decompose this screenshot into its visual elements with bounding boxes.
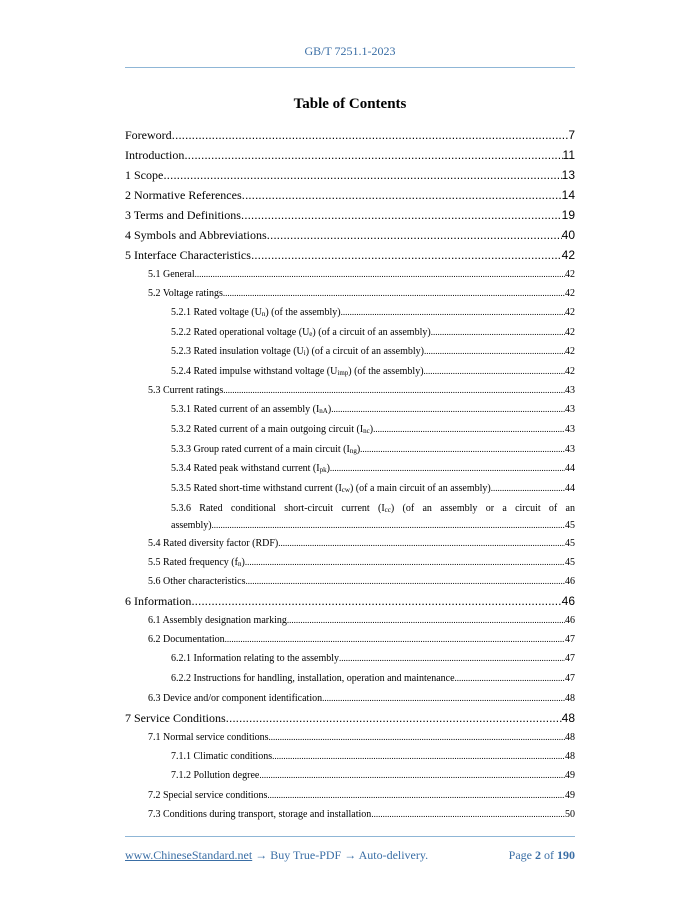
toc-entry-text bbox=[125, 125, 172, 145]
toc-leader-dots bbox=[245, 572, 565, 591]
toc-entry-text bbox=[171, 669, 455, 689]
toc-page-number: 19 bbox=[561, 208, 575, 222]
current-page-number: 2 bbox=[535, 848, 541, 862]
toc-entry-text bbox=[171, 400, 331, 420]
header-rule bbox=[125, 67, 575, 68]
toc-page-number: 46 bbox=[565, 615, 575, 627]
toc-page-number: 42 bbox=[565, 326, 575, 338]
toc-entry-subscript: ng bbox=[349, 446, 357, 455]
toc-entry-text-part: Introduction bbox=[125, 148, 185, 162]
toc-entry-text bbox=[148, 805, 371, 824]
document-id-header: GB/T 7251.1-2023 bbox=[304, 44, 396, 58]
toc-leader-dots bbox=[455, 669, 565, 689]
toc-entry-text-part: 5.2.1 Rated voltage (U bbox=[171, 307, 262, 318]
toc-entry-text bbox=[125, 165, 163, 185]
toc-entry-text bbox=[148, 553, 245, 572]
toc-leader-dots bbox=[278, 534, 565, 553]
page-title: Table of Contents bbox=[293, 96, 407, 112]
toc-entry-subscript: n bbox=[237, 560, 242, 569]
toc-entry[interactable] bbox=[148, 553, 575, 572]
toc-entry[interactable] bbox=[171, 440, 575, 460]
toc-entry-text-part: 5.3.1 Rated current of an assembly (I bbox=[171, 404, 320, 416]
website-link[interactable]: www.ChineseStandard.net bbox=[125, 848, 253, 862]
toc-leader-dots bbox=[371, 805, 565, 824]
toc-entry-text bbox=[125, 245, 251, 265]
toc-leader-dots bbox=[341, 303, 565, 323]
toc-entry[interactable] bbox=[148, 611, 575, 630]
toc-entry[interactable] bbox=[171, 500, 575, 534]
of-label: of bbox=[544, 848, 554, 862]
toc-entry[interactable] bbox=[171, 766, 575, 786]
toc-entry[interactable] bbox=[171, 323, 575, 343]
toc-entry-text-part: 7.1.1 Climatic conditions bbox=[171, 750, 273, 762]
toc-page-number: 50 bbox=[565, 808, 575, 820]
toc-leader-dots bbox=[195, 265, 565, 284]
toc-entry-text-part: 5.3.5 Rated short-time withstand current (I bbox=[171, 482, 342, 494]
toc-entry-text-part: 6.2 Documentation bbox=[148, 634, 225, 646]
toc-leader-dots bbox=[225, 630, 565, 649]
toc-entry-text bbox=[148, 534, 278, 553]
toc-entry-text-part: 5.6 Other characteristics bbox=[148, 576, 246, 588]
toc-page-number: 40 bbox=[561, 228, 575, 242]
toc-leader-dots bbox=[431, 323, 565, 343]
toc-entry-text bbox=[171, 440, 360, 460]
toc-entry-text bbox=[148, 265, 195, 284]
toc-page-number: 14 bbox=[561, 188, 575, 202]
toc-page-number: 46 bbox=[561, 594, 575, 609]
toc-page-number: 42 bbox=[565, 346, 575, 358]
toc-entry[interactable] bbox=[125, 145, 575, 165]
toc-entry[interactable] bbox=[148, 572, 575, 591]
toc-page-number: 47 bbox=[565, 672, 575, 684]
toc-entry[interactable] bbox=[171, 669, 575, 689]
footer-tagline: → Buy True-PDF → Auto-delivery. bbox=[252, 848, 429, 862]
toc-entry-text-part: 6.1 Assembly designation marking bbox=[148, 615, 287, 627]
toc-entry-text-part: ) bbox=[327, 404, 332, 416]
toc-entry[interactable] bbox=[125, 205, 575, 225]
toc-entry-text-part: 5.2 Voltage ratings bbox=[148, 288, 223, 299]
toc-entry-text-part: assembly) bbox=[171, 520, 212, 532]
toc-leader-dots bbox=[245, 553, 565, 572]
toc-page-number: 43 bbox=[565, 443, 575, 455]
toc-entry-text-part: 5.3.2 Rated current of a main outgoing circuit (I bbox=[171, 423, 364, 435]
toc-entry-subscript: cw bbox=[341, 485, 350, 494]
toc-entry-text-part: 4 Symbols and Abbreviations bbox=[125, 228, 267, 242]
toc-entry[interactable] bbox=[148, 265, 575, 284]
toc-entry-text-part: ) (of a main circuit of an assembly) bbox=[349, 482, 491, 494]
toc-entry-text bbox=[148, 689, 322, 708]
toc-leader-dots bbox=[424, 342, 565, 362]
toc-entry-text-part: 5.1 General bbox=[148, 269, 195, 280]
toc-leader-dots bbox=[330, 459, 565, 479]
toc-entry-text-part: 7.3 Conditions during transport, storage and installation bbox=[148, 808, 372, 820]
toc-entry[interactable] bbox=[148, 786, 575, 805]
toc-leader-dots bbox=[191, 591, 561, 611]
toc-page-number: 42 bbox=[565, 269, 575, 280]
toc-entry-text bbox=[148, 572, 245, 591]
toc-entry[interactable] bbox=[125, 125, 575, 145]
toc-entry[interactable] bbox=[125, 245, 575, 265]
toc-leader-dots bbox=[322, 689, 565, 708]
toc-entry-text bbox=[125, 145, 184, 165]
toc-leader-dots bbox=[287, 611, 565, 630]
toc-page-number: 48 bbox=[565, 731, 575, 743]
toc-leader-dots bbox=[212, 517, 565, 534]
total-pages: 190 bbox=[557, 848, 575, 862]
toc-entry-text-part: 5 Interface Characteristics bbox=[125, 248, 251, 262]
toc-leader-dots bbox=[267, 225, 562, 245]
toc-entry-text-part: ) bbox=[356, 443, 361, 455]
toc-page-number: 43 bbox=[565, 423, 575, 435]
toc-entry-text bbox=[148, 381, 223, 400]
toc-entry-text-part: 6 Information bbox=[125, 594, 192, 609]
toc-leader-dots bbox=[267, 786, 565, 805]
toc-entry-text bbox=[125, 205, 241, 225]
toc-entry-text-part: ) bbox=[241, 557, 245, 569]
toc-page-number: 7 bbox=[568, 128, 575, 142]
toc-entry-text bbox=[125, 185, 242, 205]
toc-page-number: 49 bbox=[565, 789, 575, 801]
toc-entry-text-part: ) (of an assembly or a circuit of an bbox=[390, 503, 575, 515]
toc-entry-text bbox=[171, 323, 431, 343]
toc-entry[interactable] bbox=[148, 284, 575, 303]
toc-entry[interactable] bbox=[171, 303, 575, 323]
toc-leader-dots bbox=[491, 479, 565, 499]
toc-leader-dots bbox=[360, 440, 565, 460]
toc-entry-text-part: 7 Service Conditions bbox=[125, 710, 226, 725]
toc-leader-dots bbox=[184, 145, 562, 165]
toc-entry-subscript: e bbox=[309, 329, 313, 338]
toc-page-number: 45 bbox=[565, 538, 575, 550]
toc-entry-text bbox=[171, 342, 424, 362]
toc-entry-text-part: 1 Scope bbox=[125, 168, 164, 182]
page-label: Page bbox=[508, 848, 532, 862]
toc-entry-text bbox=[171, 362, 424, 382]
toc-entry-subscript: imp bbox=[337, 368, 349, 377]
toc-entry-text bbox=[148, 728, 269, 747]
toc-entry-text-part: 2 Normative References bbox=[125, 188, 242, 202]
toc-entry[interactable] bbox=[148, 728, 575, 747]
toc-page-number: 47 bbox=[565, 653, 575, 665]
toc-entry-text-part: ) (of the assembly) bbox=[265, 307, 341, 318]
toc-page-number: 44 bbox=[565, 463, 575, 475]
toc-entry-text bbox=[171, 479, 491, 499]
toc-entry[interactable] bbox=[148, 805, 575, 824]
toc-page-number: 48 bbox=[565, 692, 575, 704]
toc-entry-text-part: 5.3 Current ratings bbox=[148, 385, 224, 397]
toc-leader-dots bbox=[331, 400, 565, 420]
toc-entry-text bbox=[171, 303, 341, 323]
toc-page-number: 46 bbox=[565, 576, 575, 588]
toc-entry[interactable] bbox=[171, 649, 575, 669]
toc-entry-text bbox=[171, 766, 259, 786]
toc-entry-text bbox=[171, 420, 373, 440]
toc-page-number: 48 bbox=[565, 750, 575, 762]
toc-entry-text bbox=[125, 591, 191, 611]
toc-page-number: 43 bbox=[565, 385, 575, 397]
toc-entry-text bbox=[171, 649, 339, 669]
toc-entry[interactable] bbox=[148, 534, 575, 553]
toc-page-number: 42 bbox=[565, 307, 575, 318]
toc-leader-dots bbox=[424, 362, 565, 382]
toc-entry-text-part: 5.5 Rated frequency (f bbox=[148, 557, 238, 569]
toc-leader-dots bbox=[223, 284, 565, 303]
toc-entry-text-part: 6.2.2 Instructions for handling, installation, operation and maintenance bbox=[171, 672, 455, 684]
toc-leader-dots bbox=[163, 165, 561, 185]
toc-entry-text-part: 5.3.4 Rated peak withstand current (I bbox=[171, 463, 320, 475]
toc-entry-text bbox=[171, 747, 272, 767]
toc-leader-dots bbox=[251, 245, 562, 265]
footer-promo bbox=[125, 848, 428, 863]
toc-entry-text bbox=[148, 630, 225, 649]
toc-entry[interactable] bbox=[125, 185, 575, 205]
toc-page-number: 47 bbox=[565, 634, 575, 646]
toc-entry-text bbox=[125, 225, 267, 245]
toc-entry-text-part: Foreword bbox=[125, 128, 172, 142]
toc-entry-subscript: cc bbox=[384, 506, 391, 515]
toc-leader-dots bbox=[269, 728, 565, 747]
toc-entry[interactable] bbox=[125, 165, 575, 185]
toc-entry-text-part: 3 Terms and Definitions bbox=[125, 208, 241, 222]
toc-page-number: 45 bbox=[565, 520, 575, 532]
toc-leader-dots bbox=[172, 125, 569, 145]
toc-entry-text-part: 5.2.4 Rated impulse withstand voltage (U bbox=[171, 365, 338, 377]
toc-entry-subscript: n bbox=[261, 310, 266, 318]
toc-entry-text-part: 7.2 Special service conditions bbox=[148, 789, 268, 801]
toc-entry-text bbox=[171, 459, 330, 479]
toc-leader-dots bbox=[373, 420, 565, 440]
toc-entry-text bbox=[148, 611, 287, 630]
toc-entry[interactable] bbox=[171, 400, 575, 420]
toc-leader-dots bbox=[226, 708, 562, 728]
toc-page-number: 45 bbox=[565, 557, 575, 569]
toc-entry-text-part: 5.4 Rated diversity factor (RDF) bbox=[148, 538, 279, 550]
toc-page-number: 42 bbox=[565, 288, 575, 299]
toc-entry-text-part: ) (of a circuit of an assembly) bbox=[305, 346, 425, 358]
page-counter bbox=[509, 848, 575, 863]
toc-leader-dots bbox=[241, 205, 562, 225]
toc-entry-text-part: 5.3.6 Rated conditional short-circuit current (I bbox=[171, 503, 385, 515]
toc-entry-text-part: ) (of a circuit of an assembly) bbox=[312, 326, 431, 338]
toc-leader-dots bbox=[259, 766, 565, 786]
toc-entry-text bbox=[171, 500, 575, 517]
toc-entry-subscript: nA bbox=[319, 407, 328, 416]
toc-entry-subscript: i bbox=[303, 349, 306, 358]
toc-page-number: 44 bbox=[565, 482, 575, 494]
toc-entry-text-part: 5.3.3 Group rated current of a main circuit (I bbox=[171, 443, 350, 455]
toc-entry[interactable] bbox=[148, 689, 575, 708]
toc-entry[interactable] bbox=[171, 362, 575, 382]
footer-rule bbox=[125, 836, 575, 837]
toc-entry[interactable] bbox=[125, 591, 575, 611]
toc-entry[interactable] bbox=[171, 479, 575, 499]
toc-page-number: 42 bbox=[561, 248, 575, 262]
toc-entry-text bbox=[125, 708, 226, 728]
toc-entry-text-part: 6.2.1 Information relating to the assembly bbox=[171, 653, 340, 665]
toc-leader-dots bbox=[242, 185, 562, 205]
toc-entry-text-part: ) bbox=[369, 423, 374, 435]
toc-entry-text-part: 6.3 Device and/or component identification bbox=[148, 692, 323, 704]
toc-leader-dots bbox=[339, 649, 565, 669]
toc-page-number: 48 bbox=[561, 710, 575, 725]
toc-entry-text bbox=[148, 786, 267, 805]
toc-page-number: 13 bbox=[561, 168, 575, 182]
toc-leader-dots bbox=[223, 381, 565, 400]
toc-entry-text-part: ) bbox=[326, 463, 330, 475]
toc-entry-text bbox=[148, 284, 223, 303]
toc-page-number: 49 bbox=[565, 770, 575, 782]
toc-entry-text-part: 7.1.2 Pollution degree bbox=[171, 770, 260, 782]
toc-entry-subscript: nc bbox=[363, 426, 370, 435]
toc-page-number: 11 bbox=[562, 148, 575, 162]
toc-entry[interactable] bbox=[125, 708, 575, 728]
toc-entry-text-part: 5.2.2 Rated operational voltage (U bbox=[171, 326, 310, 338]
toc-leader-dots bbox=[272, 747, 565, 767]
toc-entry[interactable] bbox=[125, 225, 575, 245]
toc-entry[interactable] bbox=[148, 630, 575, 649]
toc-entry-text-part: 5.2.3 Rated insulation voltage (U bbox=[171, 346, 304, 358]
toc-page-number: 43 bbox=[565, 404, 575, 416]
toc-entry-text-part: 7.1 Normal service conditions bbox=[148, 731, 269, 743]
toc-entry[interactable] bbox=[148, 381, 575, 400]
toc-entry[interactable] bbox=[171, 747, 575, 767]
toc-entry-text-part: ) (of the assembly) bbox=[348, 365, 424, 377]
toc-entry[interactable] bbox=[171, 459, 575, 479]
toc-page-number: 42 bbox=[565, 365, 575, 377]
table-of-contents bbox=[125, 125, 575, 824]
toc-entry-subscript: pk bbox=[319, 466, 327, 475]
toc-entry[interactable] bbox=[171, 342, 575, 362]
toc-entry[interactable] bbox=[171, 420, 575, 440]
